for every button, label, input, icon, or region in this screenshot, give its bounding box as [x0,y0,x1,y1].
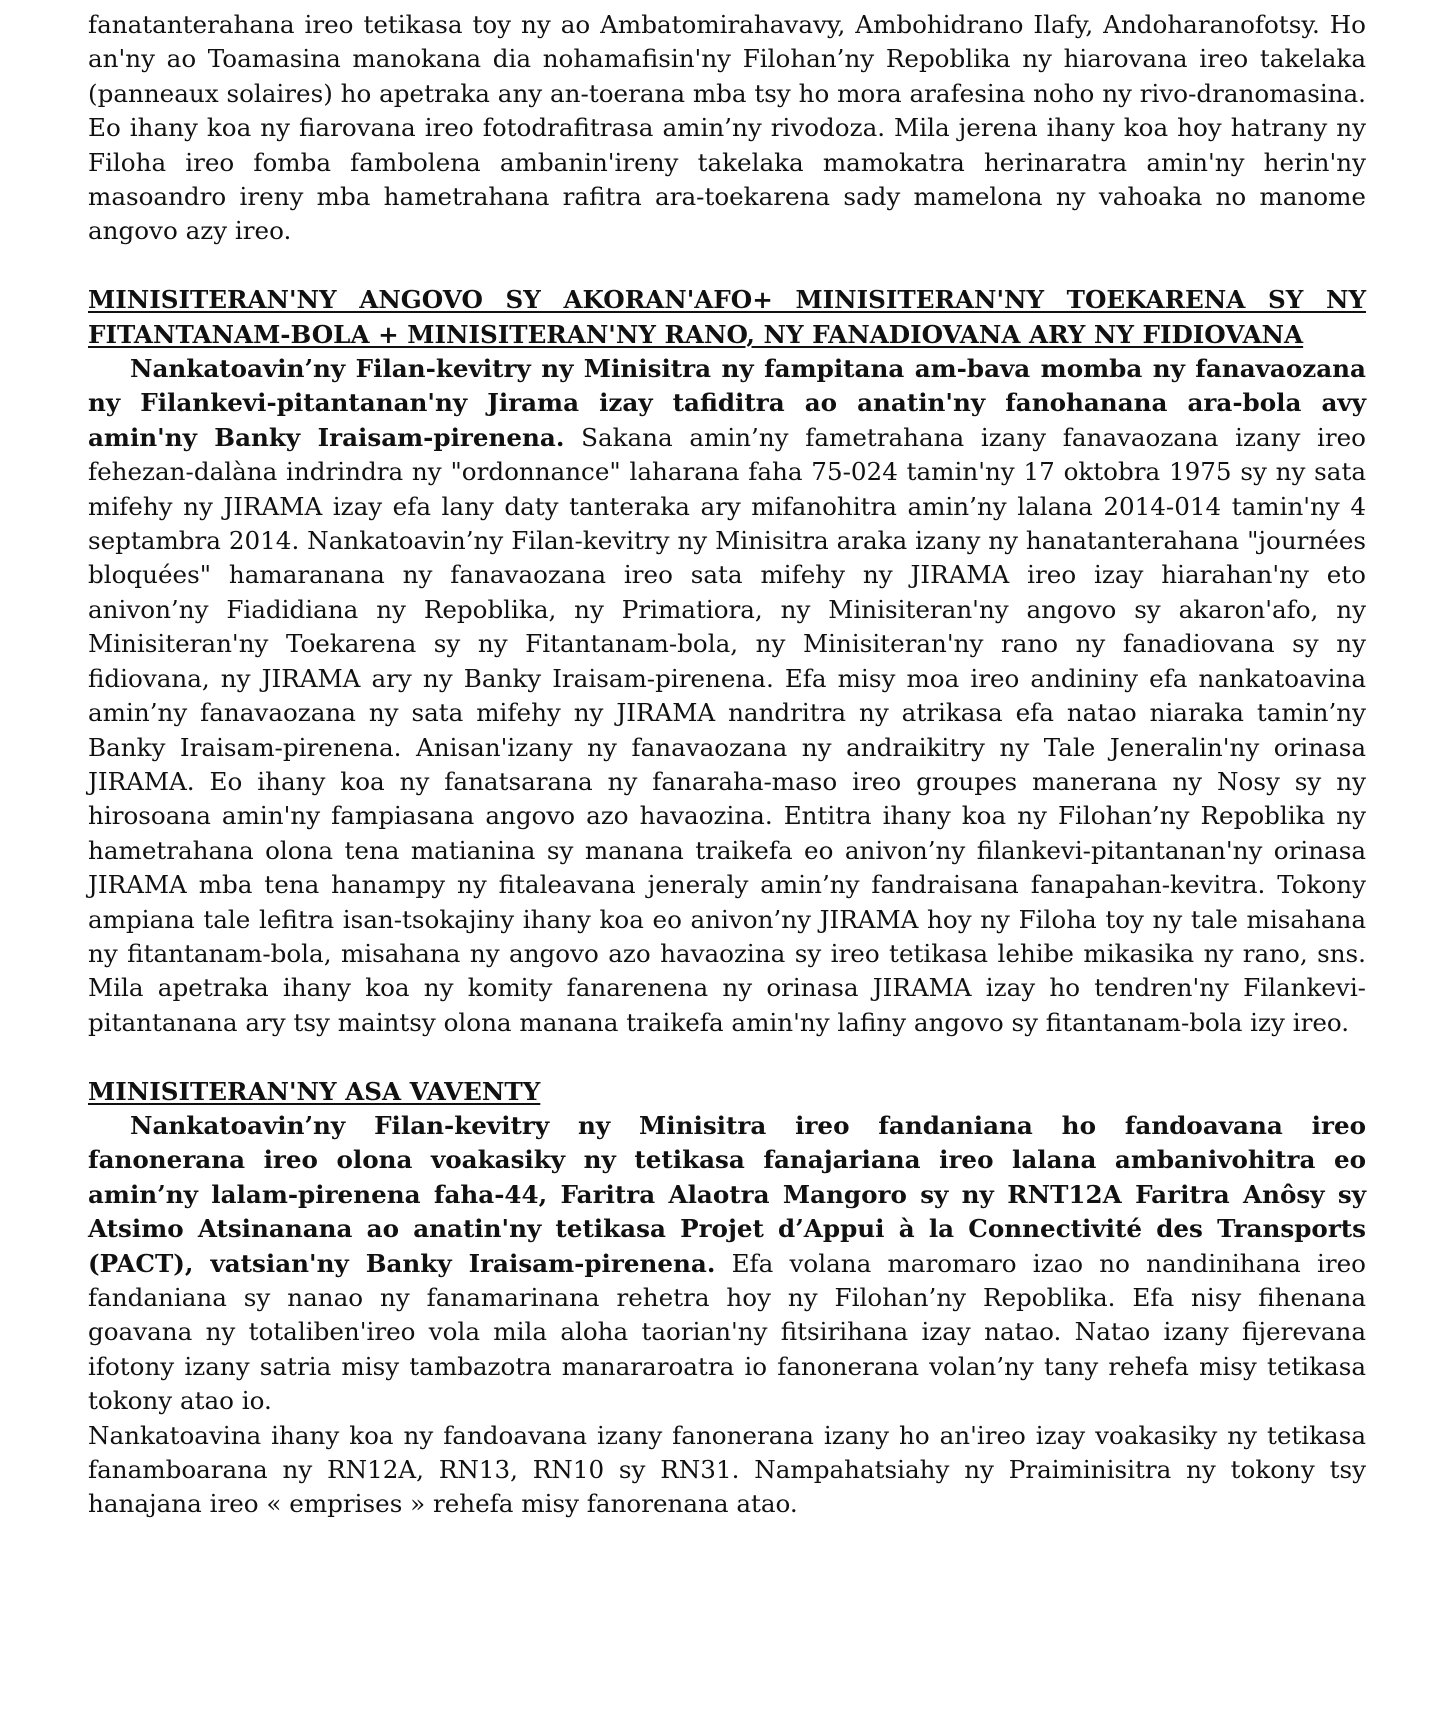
section-energy-finance-water [88,283,1366,1040]
section-paragraph [88,1109,1366,1419]
decision-body-text: Efa volana maromaro izao no nandinihana ireo fandaniana sy nanao ny fanamarinana rehetra hoy ny Filohan’ny Repoblika. Efa nisy fihenana goavana ny totaliben'ireo vola mila aloha taorian'ny fitsirihana izay natao. Natao izany fijerevana ifotony izany satria misy tambazotra manararoatra io fanonerana volan’ny tany rehefa misy tetikasa tokony atao io. [88,1248,1366,1416]
section-heading: MINISITERAN'NY ASA VAVENTY [88,1076,541,1106]
decision-lead-text: Nankatoavin’ny Filan-kevitry ny Minisitra ireo fandaniana ho fandoavana ireo fanonerana ireo olona voakasiky ny tetikasa fanajariana ireo lalana ambanivohitra eo amin’ny lalam-pirenena faha-44, Faritra Alaotra Mangoro sy ny RNT12A Faritra Anôsy sy Atsimo Atsinanana ao anatin'ny tetikasa Projet d’Appui à la Connectivité des Transports (PACT), vatsian'ny Banky Iraisam-pirenena. [88,1110,1366,1278]
decision-body-text: Sakana amin’ny fametrahana izany fanavaozana izany ireo fehezan-dalàna indrindra ny "ordonnance" laharana faha 75-024 tamin'ny 17 oktobra 1975 sy ny sata mifehy ny JIRAMA izay efa lany daty tanteraka ary mifanohitra amin’ny lalana 2014-014 tamin'ny 4 septambra 2014. Nankatoavin’ny Filan-kevitry ny Minisitra araka izany ny hanatanterahana "journées bloquées" hamaranana ny fanavaozana ireo sata mifehy ny JIRAMA ireo izay hiarahan'ny eto anivon’ny Fiadidiana ny Repoblika, ny Primatiora, ny Minisiteran'ny angovo sy akaron'afo, ny Minisiteran'ny Toekarena sy ny Fitantanam-bola, ny Minisiteran'ny rano ny fanadiovana sy ny fidiovana, ny JIRAMA ary ny Banky Iraisam-pirenena. Efa misy moa ireo andininy efa nankatoavina amin’ny fanavaozana ny sata mifehy ny JIRAMA nandritra ny atrikasa efa natao niaraka tamin’ny Banky Iraisam-pirenena. Anisan'izany ny fanavaozana ny andraikitry ny Tale Jeneralin'ny orinasa JIRAMA. Eo ihany koa ny fanatsarana ny fanaraha-maso ireo groupes manerana ny Nosy sy ny hirosoana amin'ny fampiasana angovo azo havaozina. Entitra ihany koa ny Filohan’ny Repoblika ny hametrahana olona tena matianina sy manana traikefa eo anivon’ny filankevi-pitantanan'ny orinasa JIRAMA mba tena hanampy ny fitaleavana jeneraly amin’ny fandraisana fanapahan-kevitra. Tokony ampiana tale lefitra isan-tsokajiny ihany koa eo anivon’ny JIRAMA hoy ny Filoha toy ny tale misahana ny fitantanam-bola, misahana ny angovo azo havaozina sy ireo tetikasa lehibe mikasika ny rano, sns. Mila apetraka ihany koa ny komity fanarenena ny orinasa JIRAMA izay ho tendren'ny Filankevi-pitantanana ary tsy maintsy olona manana traikefa amin'ny lafiny angovo sy fitantanam-bola izy ireo. [88,422,1366,1037]
decision-lead-text: Nankatoavin’ny Filan-kevitry ny Minisitra ny fampitana am-bava momba ny fanavaozana ny Filankevi-pitantanan'ny Jirama izay tafiditra ao anatin'ny fanohanana ara-bola avy amin'ny Banky Iraisam-pirenena. [88,354,1366,452]
section-public-works [88,1075,1366,1522]
section-paragraph [88,352,1366,1040]
section-paragraph-continued: Nankatoavina ihany koa ny fandoavana izany fanonerana izany ho an'ireo izay voakasiky ny tetikasa fanamboarana ny RN12A, RN13, RN10 sy RN31. Nampahatsiahy ny Praiminisitra ny tokony tsy hanajana ireo « emprises » rehefa misy fanorenana atao. [88,1420,1366,1519]
document-page [88,8,1366,1522]
section-heading: MINISITERAN'NY ANGOVO SY AKORAN'AFO+ MINISITERAN'NY TOEKARENA SY NY FITANTANAM-BOLA + MINISITERAN'NY RANO, NY FANADIOVANA ARY NY FIDIOVANA [88,285,1366,349]
intro-paragraph: fanatanterahana ireo tetikasa toy ny ao Ambatomirahavavy, Ambohidrano Ilafy, Andoharanofotsy. Ho an'ny ao Toamasina manokana dia nohamafisin'ny Filohan’ny Repoblika ny hiarovana ireo takelaka (panneaux solaires) ho apetraka any an-toerana mba tsy ho mora arafesina noho ny rivo-dranomasina. Eo ihany koa ny fiarovana ireo fotodrafitrasa amin’ny rivodoza. Mila jerena ihany koa hoy hatrany ny Filoha ireo fomba fambolena ambanin'ireny takelaka mamokatra herinaratra amin'ny herin'ny masoandro ireny mba hametrahana rafitra ara-toekarena sady mamelona ny vahoaka no manome angovo azy ireo. [88,10,1366,246]
